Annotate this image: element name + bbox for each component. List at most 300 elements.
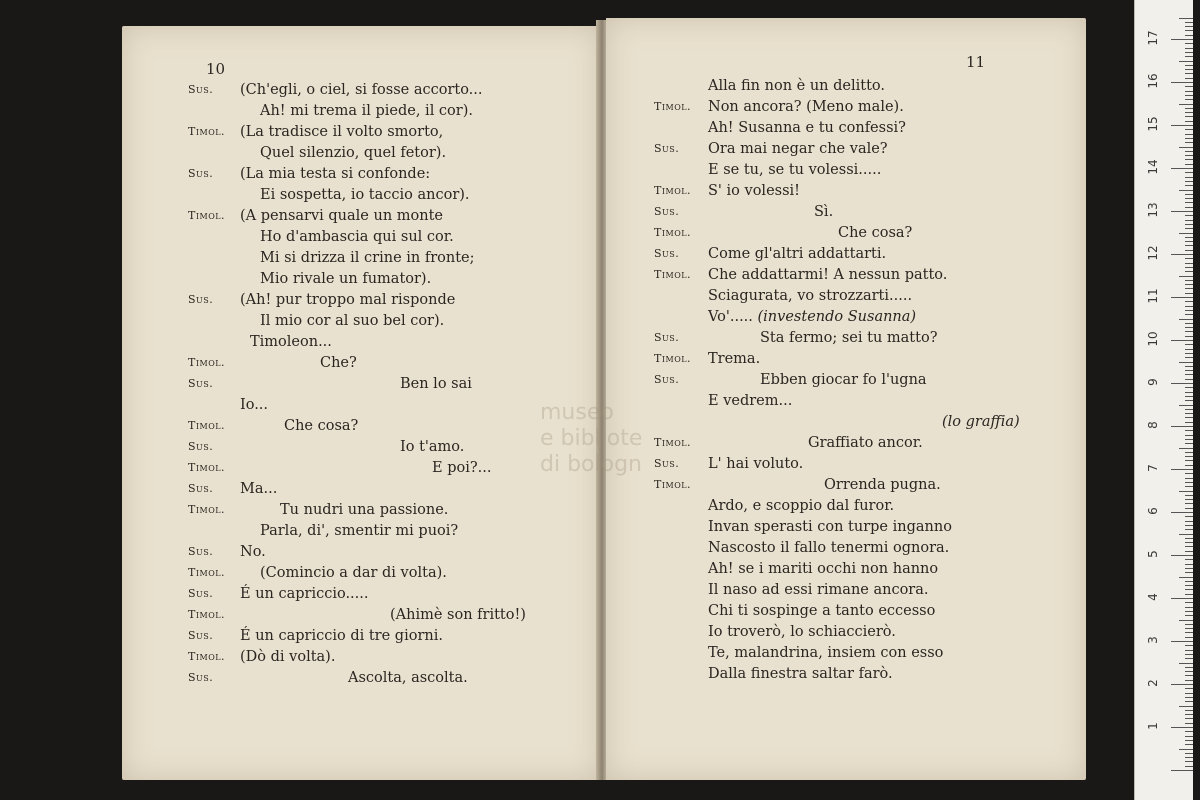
speaker-name: Sus. [188,293,214,306]
ruler-tick [1185,237,1193,238]
ruler-tick [1185,220,1193,221]
ruler-tick [1185,202,1193,203]
speaker-name: Sus. [654,205,680,218]
speaker-name: Timol. [654,436,692,449]
line-text: É un capriccio di tre giorni. [240,628,443,644]
ruler-tick [1185,396,1193,397]
ruler-tick [1185,172,1193,173]
ruler-tick [1185,478,1193,479]
speaker-name: Timol. [188,356,226,369]
ruler-tick [1185,129,1193,130]
line-text: Timoleon... [250,334,332,350]
dialogue-line [606,183,1086,203]
ruler-tick [1185,30,1193,31]
ruler-number: 1 [1146,722,1160,730]
ruler-tick [1179,61,1193,62]
line-text: Ah! Susanna e tu confessi? [708,120,906,136]
stage-direction: (investendo Susanna) [752,309,917,325]
ruler-tick [1185,624,1193,625]
speaker-name: Timol. [188,419,226,432]
line-text: Ardo, e scoppio dal furor. [708,498,895,514]
ruler-tick [1185,658,1193,659]
line-text: (Comincio a dar di volta). [260,565,447,581]
ruler-tick [1185,331,1193,332]
speaker-name: Timol. [654,478,692,491]
library-watermark [540,400,642,478]
dialogue-line [122,355,600,375]
ruler-number: 2 [1146,679,1160,687]
ruler-tick [1185,159,1193,160]
ruler-tick [1179,190,1193,191]
line-text: (lo graffia) [942,414,1020,430]
speaker-name: Sus. [188,83,214,96]
speaker-name: Timol. [654,268,692,281]
ruler-tick [1185,503,1193,504]
line-text: Non ancora? (Meno male). [708,99,904,115]
line-text: Vo'..... (investendo Susanna) [708,309,917,325]
ruler-tick [1185,26,1193,27]
line-text: Che cosa? [284,418,359,434]
ruler-tick [1185,241,1193,242]
line-text: Orrenda pugna. [824,477,941,493]
ruler-tick [1185,99,1193,100]
ruler-tick [1185,452,1193,453]
speaker-name: Sus. [188,440,214,453]
speaker-name: Timol. [188,209,226,222]
line-text: Che addattarmi! A nessun patto. [708,267,948,283]
ruler-tick [1185,91,1193,92]
ruler-tick [1179,620,1193,621]
left-page [122,26,600,780]
dialogue-line [606,288,1086,308]
line-text: Il mio cor al suo bel cor). [260,313,445,329]
ruler-tick [1185,379,1193,380]
dialogue-line [122,565,600,585]
line-text: Ora mai negar che vale? [708,141,888,157]
dialogue-line [122,124,600,144]
ruler-tick [1185,78,1193,79]
line-text: (Ch'egli, o ciel, si fosse accorto... [240,82,483,98]
dialogue-line [122,607,600,627]
line-text: Ben lo sai [400,376,472,392]
speaker-name: Sus. [188,377,214,390]
dialogue-line [122,250,600,270]
ruler-number: 17 [1146,30,1160,46]
dialogue-line [122,208,600,228]
line-text: (Dò di volta). [240,649,336,665]
ruler-tick [1179,448,1193,449]
dialogue-line [606,372,1086,392]
ruler-tick [1179,233,1193,234]
ruler-tick [1185,761,1193,762]
dialogue-line [606,456,1086,476]
dialogue-line [606,498,1086,518]
ruler-tick [1185,327,1193,328]
ruler-tick [1185,215,1193,216]
ruler-tick [1185,740,1193,741]
dialogue-line [606,225,1086,245]
line-text: E vedrem... [708,393,793,409]
ruler-number: 3 [1146,636,1160,644]
ruler-tick [1171,770,1193,771]
dialogue-line [606,330,1086,350]
dialogue-line [122,334,600,354]
line-text: Che cosa? [838,225,913,241]
line-text: É un capriccio..... [240,586,369,602]
ruler-tick [1171,125,1193,126]
ruler-tick [1179,147,1193,148]
ruler-tick [1185,267,1193,268]
dialogue-line [606,309,1086,329]
dialogue-line [606,540,1086,560]
ruler-tick [1185,714,1193,715]
ruler-tick [1185,263,1193,264]
ruler-tick [1185,710,1193,711]
ruler-number: 7 [1146,464,1160,472]
ruler-tick [1185,323,1193,324]
ruler-tick [1179,663,1193,664]
ruler-tick [1185,581,1193,582]
line-text: Alla fin non è un delitto. [708,78,885,94]
dialogue-line [122,418,600,438]
ruler-tick [1185,48,1193,49]
dialogue-line [122,82,600,102]
measuring-ruler [1134,0,1193,800]
ruler-tick [1185,177,1193,178]
ruler-tick [1185,344,1193,345]
ruler-tick [1185,409,1193,410]
ruler-tick [1185,301,1193,302]
ruler-tick [1185,164,1193,165]
speaker-name: Sus. [188,482,214,495]
ruler-tick [1171,641,1193,642]
ruler-tick [1171,383,1193,384]
ruler-tick [1179,749,1193,750]
ruler-tick [1185,387,1193,388]
ruler-tick [1185,288,1193,289]
line-text: Ascolta, ascolta. [348,670,468,686]
ruler-tick [1185,357,1193,358]
speaker-name: Sus. [188,167,214,180]
ruler-tick [1171,39,1193,40]
ruler-tick [1179,18,1193,19]
ruler-tick [1185,564,1193,565]
speaker-name: Timol. [188,608,226,621]
line-text: Parla, di', smentir mi puoi? [260,523,459,539]
ruler-tick [1185,645,1193,646]
dialogue-line [122,397,600,417]
watermark-line: e bibliote [540,426,643,451]
ruler-tick [1185,529,1193,530]
line-text: Tu nudri una passione. [280,502,449,518]
speaker-name: Sus. [188,587,214,600]
ruler-tick [1185,546,1193,547]
ruler-tick [1185,224,1193,225]
dialogue-line [606,603,1086,623]
ruler-tick [1185,559,1193,560]
ruler-tick [1185,723,1193,724]
dialogue-line [606,477,1086,497]
ruler-tick [1185,22,1193,23]
ruler-tick [1171,168,1193,169]
dialogue-line [122,103,600,123]
speaker-name: Timol. [188,650,226,663]
ruler-tick [1185,250,1193,251]
ruler-tick [1171,555,1193,556]
ruler-number: 16 [1146,73,1160,89]
ruler-number: 9 [1146,378,1160,386]
ruler-tick [1185,516,1193,517]
ruler-tick [1185,521,1193,522]
ruler-tick [1185,314,1193,315]
dialogue-line [606,666,1086,686]
ruler-tick [1185,538,1193,539]
ruler-tick [1185,353,1193,354]
dialogue-line [122,313,600,333]
ruler-tick [1171,254,1193,255]
ruler-tick [1185,465,1193,466]
speaker-name: Sus. [654,247,680,260]
ruler-number: 15 [1146,116,1160,132]
ruler-tick [1185,654,1193,655]
ruler-tick [1185,293,1193,294]
ruler-tick [1179,491,1193,492]
ruler-tick [1185,95,1193,96]
ruler-tick [1185,753,1193,754]
ruler-tick [1185,374,1193,375]
ruler-tick [1185,430,1193,431]
ruler-number: 5 [1146,550,1160,558]
line-text: Io... [240,397,269,413]
ruler-tick [1179,319,1193,320]
ruler-tick [1185,116,1193,117]
ruler-tick [1179,706,1193,707]
ruler-tick [1185,551,1193,552]
dialogue-line [606,414,1086,434]
ruler-tick [1185,607,1193,608]
line-text: Ah! mi trema il piede, il cor). [260,103,473,119]
ruler-tick [1171,598,1193,599]
dialogue-line [122,544,600,564]
speaker-name: Sus. [188,671,214,684]
line-text: Ei sospetta, io taccio ancor). [260,187,470,203]
ruler-tick [1185,134,1193,135]
line-text: Sta fermo; sei tu matto? [760,330,938,346]
speaker-name: Sus. [654,457,680,470]
right-page [606,18,1086,780]
ruler-tick [1171,426,1193,427]
dialogue-line [122,271,600,291]
ruler-tick [1185,417,1193,418]
ruler-tick [1185,637,1193,638]
dialogue-line [122,145,600,165]
line-text: Io troverò, lo schiaccierò. [708,624,896,640]
ruler-tick [1171,211,1193,212]
line-text: E se tu, se tu volessi..... [708,162,882,178]
line-text: Trema. [708,351,761,367]
line-text: (Ahimè son fritto!) [390,607,526,623]
line-text: Io t'amo. [400,439,465,455]
ruler-tick [1185,611,1193,612]
ruler-tick [1185,667,1193,668]
ruler-tick [1185,482,1193,483]
speaker-name: Sus. [654,373,680,386]
ruler-tick [1185,280,1193,281]
ruler-tick [1185,155,1193,156]
line-text: L' hai voluto. [708,456,804,472]
ruler-tick [1185,615,1193,616]
ruler-tick [1185,65,1193,66]
dialogue-line [606,78,1086,98]
ruler-tick [1179,577,1193,578]
speaker-name: Timol. [188,125,226,138]
ruler-number: 14 [1146,159,1160,175]
dialogue-line [606,99,1086,119]
ruler-tick [1185,628,1193,629]
dialogue-line [122,523,600,543]
ruler-tick [1185,675,1193,676]
dialogue-line [122,628,600,648]
ruler-tick [1179,362,1193,363]
line-text: Ma... [240,481,278,497]
speaker-name: Timol. [654,184,692,197]
line-text: (La tradisce il volto smorto, [240,124,444,140]
ruler-tick [1185,52,1193,53]
line-text: Mi si drizza il crine in fronte; [260,250,475,266]
ruler-tick [1185,73,1193,74]
dialogue-line [606,519,1086,539]
ruler-tick [1185,542,1193,543]
ruler-number: 10 [1146,331,1160,347]
ruler-tick [1185,585,1193,586]
ruler-number: 6 [1146,507,1160,515]
ruler-tick [1185,198,1193,199]
ruler-tick [1179,104,1193,105]
speaker-name: Timol. [654,226,692,239]
dialogue-line [122,166,600,186]
ruler-tick [1185,245,1193,246]
ruler-tick [1185,460,1193,461]
ruler-tick [1185,697,1193,698]
ruler-tick [1185,568,1193,569]
ruler-tick [1185,400,1193,401]
ruler-tick [1185,151,1193,152]
ruler-tick [1185,602,1193,603]
dialogue-line [606,120,1086,140]
ruler-tick [1185,56,1193,57]
ruler-tick [1185,181,1193,182]
ruler-tick [1185,392,1193,393]
ruler-tick [1185,413,1193,414]
speaker-name: Sus. [188,545,214,558]
line-text: (La mia testa si confonde: [240,166,431,182]
line-text: Graffiato ancor. [808,435,923,451]
dialogue-line [606,624,1086,644]
line-text: Ebben giocar fo l'ugna [760,372,927,388]
line-text: S' io volessi! [708,183,800,199]
ruler-tick [1185,121,1193,122]
ruler-tick [1179,405,1193,406]
speaker-name: Sus. [654,331,680,344]
ruler-tick [1171,512,1193,513]
ruler-tick [1185,736,1193,737]
dialogue-line [606,267,1086,287]
speaker-name: Timol. [654,352,692,365]
ruler-tick [1185,701,1193,702]
speaker-name: Timol. [188,503,226,516]
ruler-tick [1185,422,1193,423]
dialogue-line [122,229,600,249]
line-text: Nascosto il fallo tenermi ognora. [708,540,950,556]
ruler-tick [1185,370,1193,371]
ruler-tick [1185,185,1193,186]
ruler-tick [1185,495,1193,496]
ruler-tick [1185,508,1193,509]
ruler-tick [1185,86,1193,87]
ruler-tick [1185,138,1193,139]
ruler-tick [1185,589,1193,590]
ruler-number: 13 [1146,202,1160,218]
ruler-number: 11 [1146,288,1160,304]
ruler-tick [1171,469,1193,470]
dialogue-line [606,162,1086,182]
ruler-tick [1185,688,1193,689]
ruler-tick [1185,69,1193,70]
ruler-tick [1171,82,1193,83]
speaker-name: Sus. [654,142,680,155]
ruler-tick [1185,435,1193,436]
dialogue-line [122,292,600,312]
ruler-number: 12 [1146,245,1160,261]
ruler-tick [1185,680,1193,681]
dialogue-line [606,561,1086,581]
ruler-tick [1185,486,1193,487]
ruler-tick [1185,284,1193,285]
dialogue-line [122,187,600,207]
ruler-tick [1185,594,1193,595]
ruler-tick [1185,108,1193,109]
line-text: Invan sperasti con turpe inganno [708,519,952,535]
ruler-tick [1171,340,1193,341]
ruler-tick [1179,276,1193,277]
speaker-name: Timol. [188,566,226,579]
dialogue-line [606,246,1086,266]
ruler-tick [1185,310,1193,311]
ruler-tick [1179,534,1193,535]
page-number-left: 10 [206,60,226,78]
ruler-tick [1185,632,1193,633]
ruler-tick [1185,207,1193,208]
ruler-tick [1185,112,1193,113]
ruler-tick [1185,228,1193,229]
ruler-tick [1171,297,1193,298]
line-text: Dalla finestra saltar farò. [708,666,893,682]
ruler-tick [1185,349,1193,350]
dialogue-line [122,502,600,522]
line-text: (A pensarvi quale un monte [240,208,443,224]
dialogue-line [606,204,1086,224]
dialogue-line [606,435,1086,455]
ruler-tick [1185,572,1193,573]
ruler-tick [1185,439,1193,440]
dialogue-line [122,439,600,459]
dialogue-line [122,481,600,501]
ruler-tick [1185,43,1193,44]
line-text: Sciagurata, vo strozzarti..... [708,288,913,304]
dialogue-line [606,351,1086,371]
dialogue-line [606,645,1086,665]
ruler-tick [1185,731,1193,732]
